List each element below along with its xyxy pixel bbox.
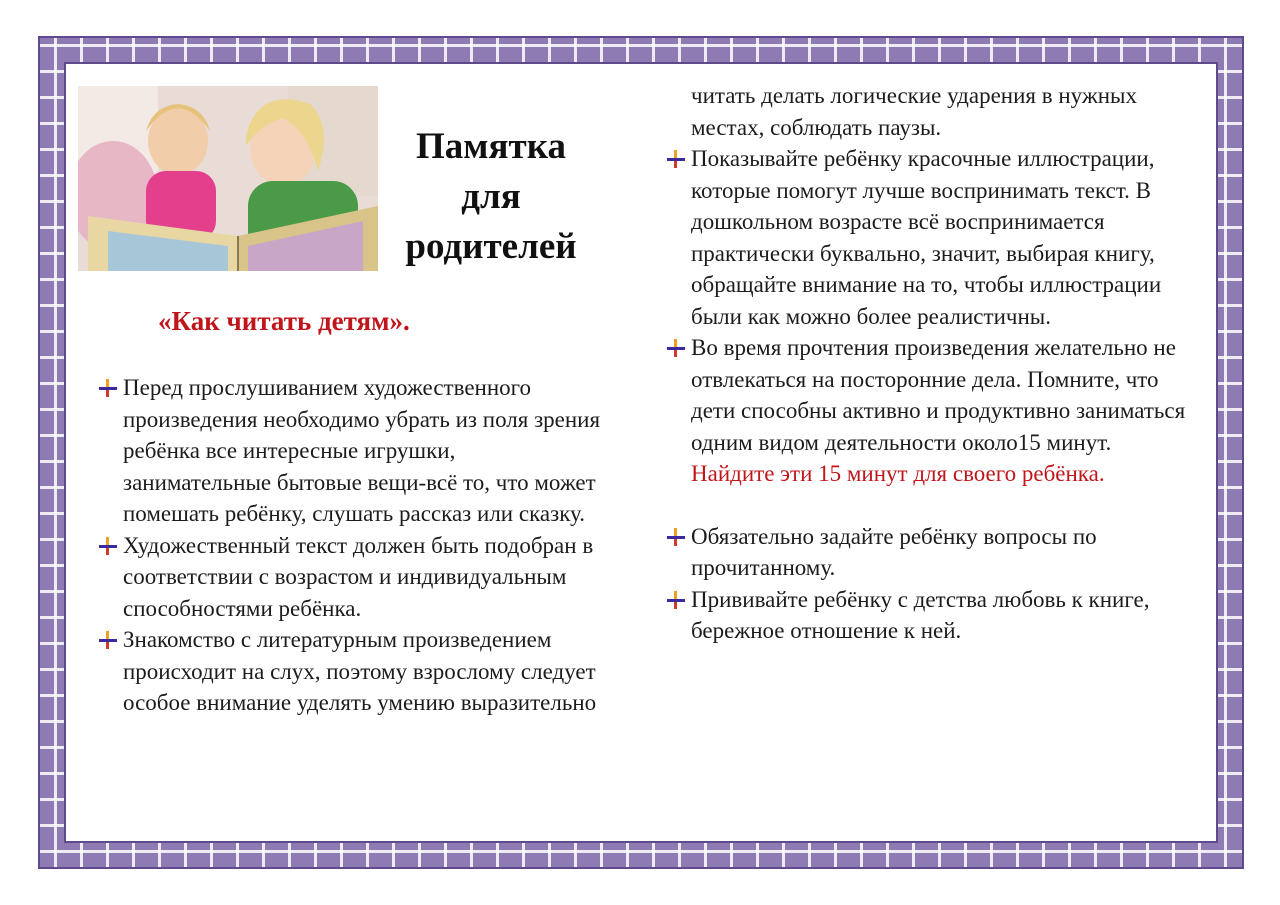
bullet-icon (666, 338, 686, 358)
bullet-icon (98, 378, 118, 398)
mother-reading-photo (78, 86, 378, 271)
spacer (666, 490, 1196, 521)
list-item-text: Художественный текст должен быть подобран в соответствии с возрастом и индивидуальным способностями ребёнка. (123, 532, 594, 621)
bullet-icon (666, 149, 686, 169)
list-item-text: Показывайте ребёнку красочные иллюстрации, которые помогут лучше воспринимать текст. В дошкольном возрасте всё воспринимается практически буквально, значит, выбирая книгу, обращайте внимание на то, чтобы иллюстрации были как можно более реалистичны. (691, 146, 1162, 329)
bullet-icon (666, 590, 686, 610)
list-item (98, 530, 603, 625)
title-line-1: Памятка (416, 126, 566, 167)
leaflet-content (66, 64, 1216, 841)
list-item (666, 143, 1196, 332)
bullet-icon (98, 536, 118, 556)
continued-text: читать делать логические ударения в нужных местах, соблюдать паузы. (691, 83, 1138, 140)
title-line-2: для (461, 176, 521, 217)
bullet-icon (666, 527, 686, 547)
list-item-text: Знакомство с литературным произведением происходит на слух, поэтому взрослому следует особое внимание уделять умению выразительно (123, 627, 597, 715)
list-item-text: Прививайте ребёнку с детства любовь к книге, бережное отношение к ней. (691, 586, 1150, 643)
title-line-3: родителей (405, 226, 577, 267)
page-title (381, 122, 601, 272)
right-column (666, 80, 1196, 647)
bullet-icon (98, 630, 118, 650)
highlight-text: Найдите эти 15 минут для своего ребёнка. (691, 461, 1105, 486)
list-item (98, 624, 603, 719)
left-column (98, 372, 603, 719)
list-item (666, 521, 1196, 584)
list-item-text: Во время прочтения произведения желательно не отвлекаться на посторонние дела. Помните, что дети способны активно и продуктивно заниматься одним видом деятельности около15 минут. (691, 335, 1186, 455)
list-item (666, 584, 1196, 647)
subtitle: «Как читать детям». (158, 306, 410, 336)
list-item-text: Перед прослушиванием художественного произведения необходимо убрать из поля зрения ребёнка все интересные игрушки, занимательные бытовые вещи-всё то, что может помешать ребёнку, слушать рассказ или сказку. (123, 375, 601, 526)
list-item (666, 332, 1196, 490)
list-item (98, 372, 603, 530)
list-item-text: Обязательно задайте ребёнку вопросы по прочитанному. (691, 523, 1097, 580)
